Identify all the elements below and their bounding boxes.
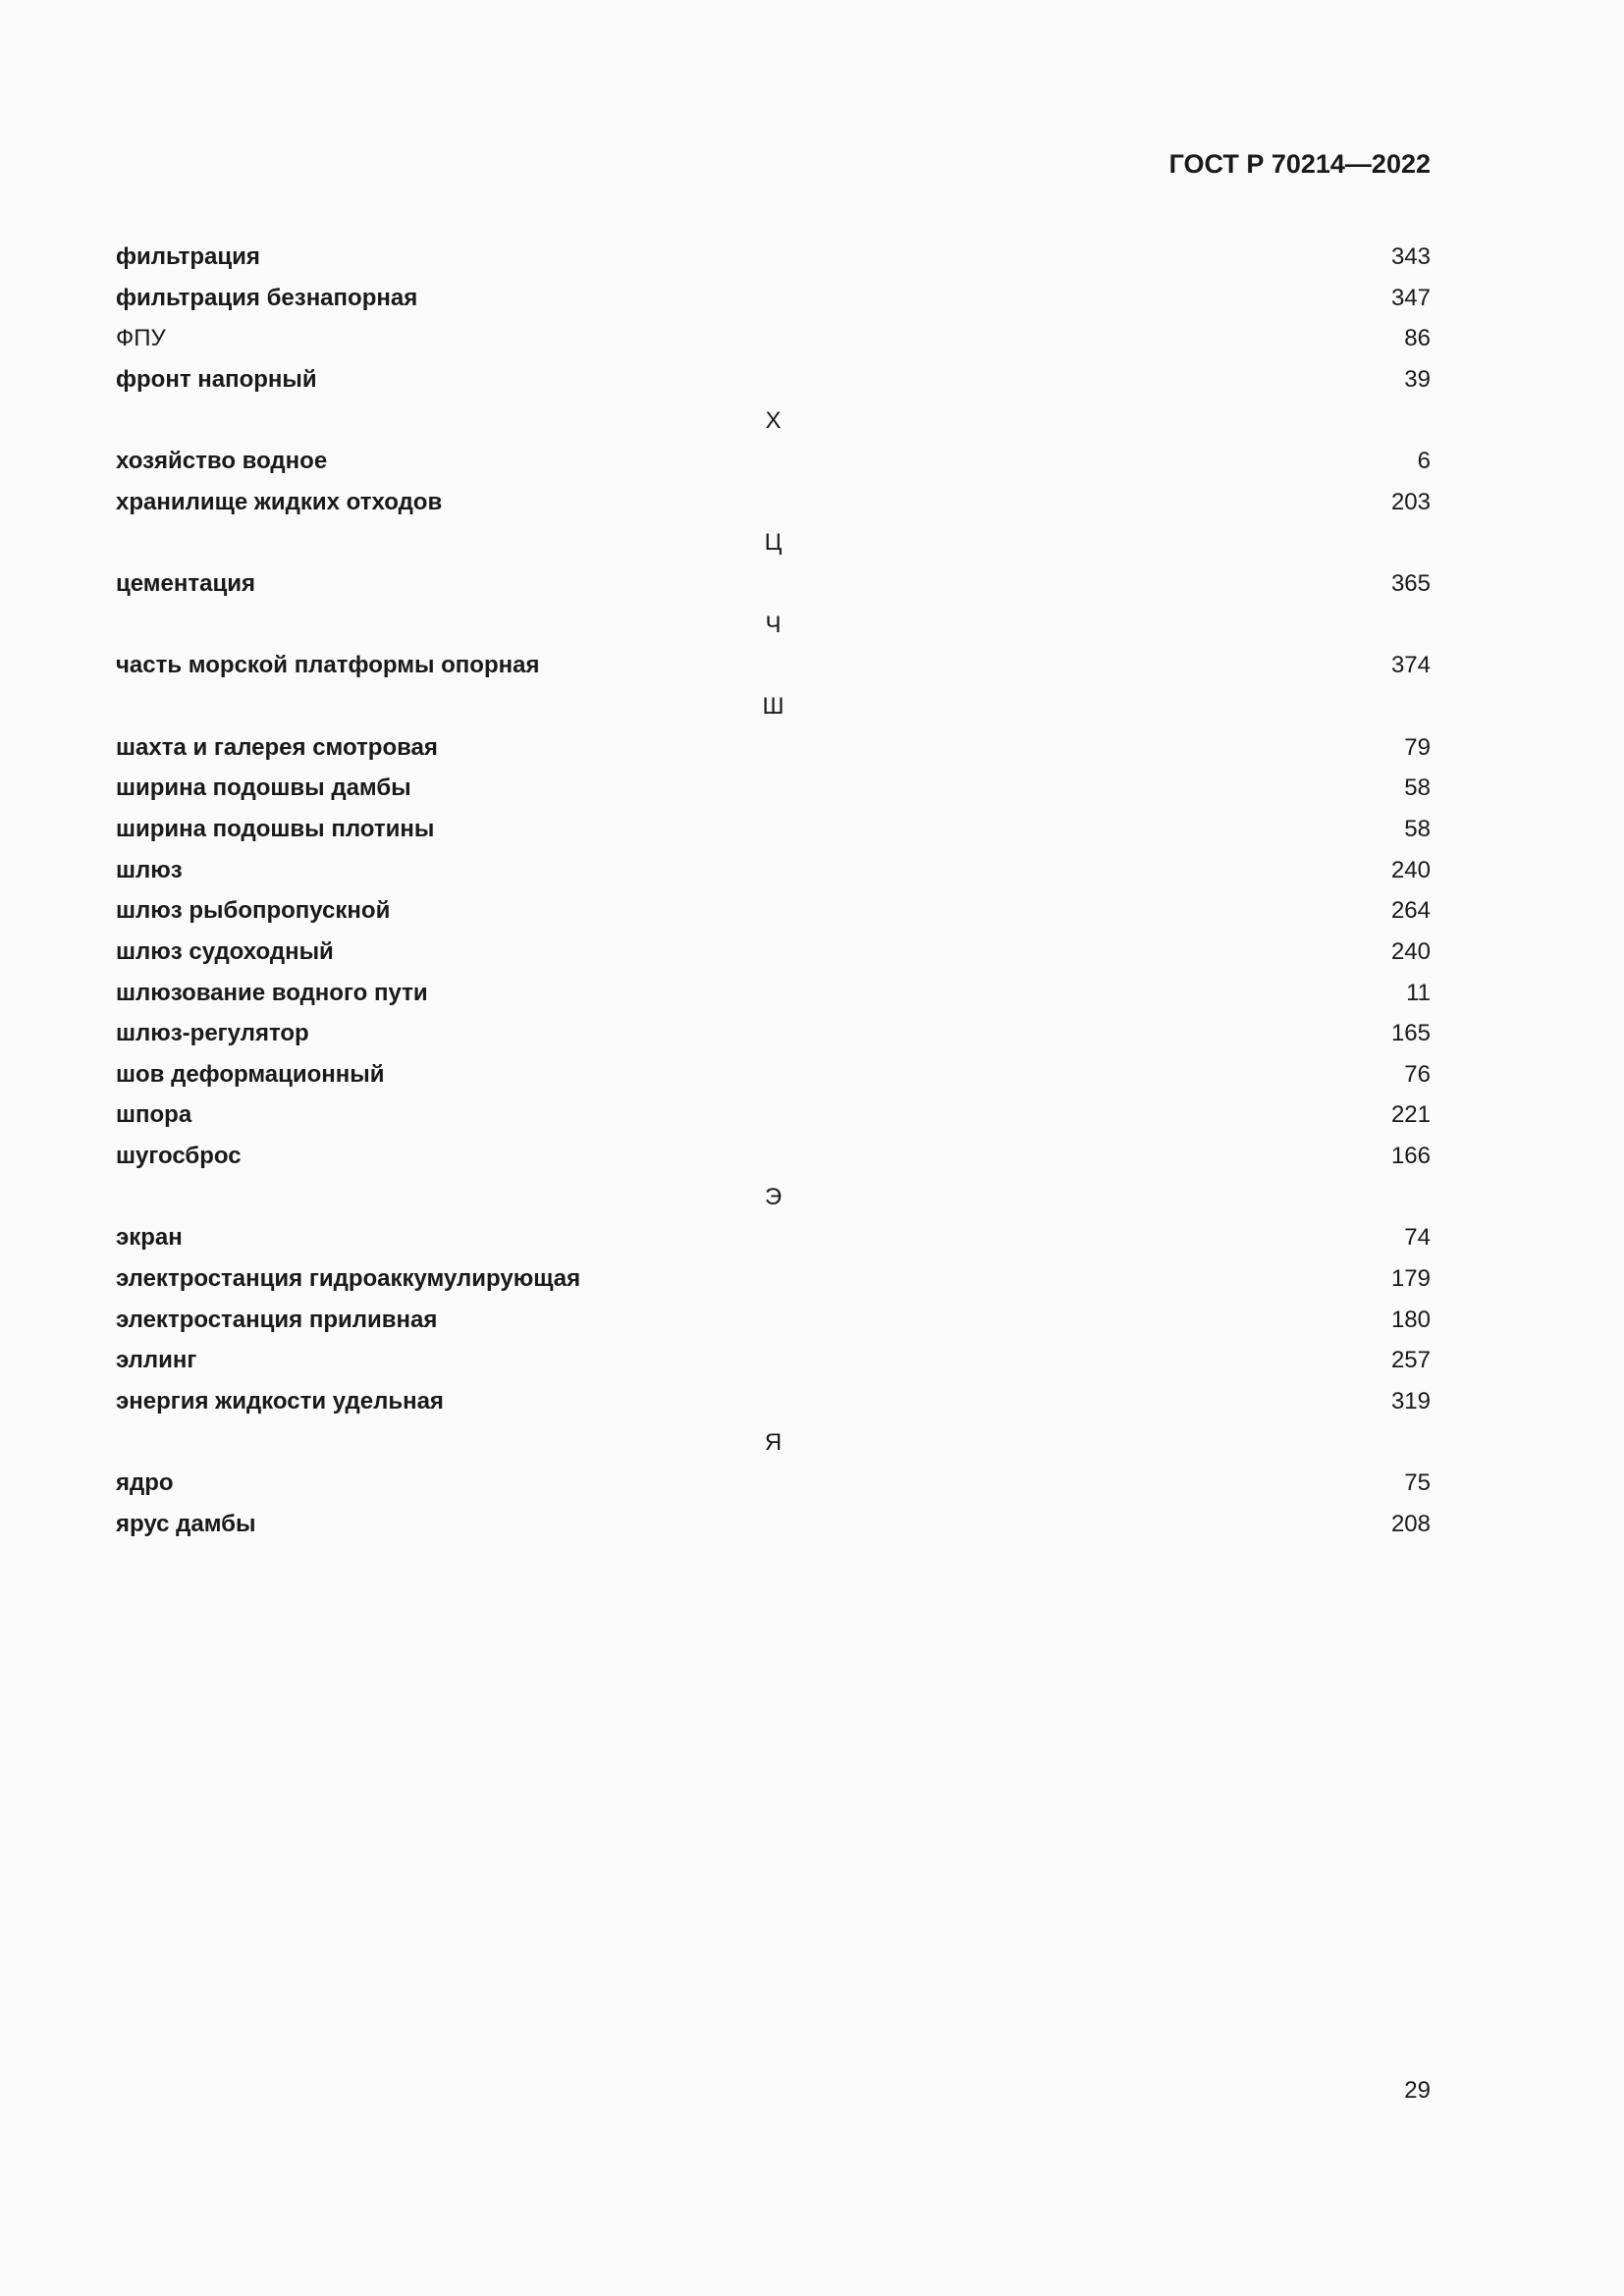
index-entry	[116, 281, 1431, 322]
section-letter	[116, 525, 1431, 561]
index-term: эллинг	[116, 1347, 197, 1374]
index-term: электростанция гидроаккумулирующая	[116, 1265, 581, 1293]
index-entry	[116, 812, 1431, 853]
index-page-ref: 6	[1417, 448, 1431, 475]
index-term: фильтрация	[116, 243, 260, 270]
section-letter	[116, 608, 1431, 643]
index-page-ref: 179	[1390, 1265, 1431, 1293]
index-page-ref: 75	[1404, 1469, 1431, 1497]
index-term: цементация	[116, 570, 255, 598]
document-code-header: ГОСТ Р 70214—2022	[1168, 149, 1431, 179]
index-page-ref: 264	[1390, 897, 1431, 925]
section-letter-text: Х	[765, 406, 782, 434]
index-entry	[116, 1343, 1431, 1384]
index-page-ref: 240	[1390, 937, 1431, 965]
section-letter-text: Э	[764, 1183, 783, 1210]
index-page-ref: 86	[1404, 325, 1431, 352]
section-letter	[116, 1180, 1431, 1215]
alphabetical-index	[116, 240, 1431, 1548]
section-letter-text: Я	[764, 1428, 783, 1456]
index-term: энергия жидкости удельная	[116, 1387, 444, 1415]
index-term: ярус дамбы	[116, 1510, 256, 1537]
index-term: ядро	[116, 1469, 174, 1497]
index-letter-heading	[116, 1180, 1431, 1221]
index-page-ref: 180	[1390, 1306, 1431, 1333]
index-term: ширина подошвы плотины	[116, 815, 435, 842]
index-term: шлюз рыбопропускной	[116, 897, 391, 925]
index-entry	[116, 362, 1431, 403]
index-page-ref: 203	[1390, 488, 1431, 515]
index-page-ref: 79	[1404, 733, 1431, 761]
index-entry	[116, 240, 1431, 281]
index-page-ref: 165	[1390, 1020, 1431, 1047]
index-page-ref: 208	[1390, 1510, 1431, 1537]
index-entry	[116, 1384, 1431, 1425]
index-page-ref: 166	[1390, 1143, 1431, 1170]
index-term: фильтрация безнапорная	[116, 284, 418, 311]
index-entry	[116, 1466, 1431, 1507]
index-entry	[116, 1097, 1431, 1139]
index-letter-heading	[116, 689, 1431, 730]
index-entry	[116, 1220, 1431, 1261]
index-entry	[116, 853, 1431, 894]
index-term: шахта и галерея смотровая	[116, 733, 438, 761]
index-entry	[116, 1507, 1431, 1548]
section-letter-text: Ч	[765, 611, 782, 638]
index-page-ref: 11	[1406, 979, 1431, 1006]
index-page-ref: 221	[1390, 1101, 1431, 1129]
index-entry	[116, 1016, 1431, 1057]
index-page-ref: 74	[1404, 1224, 1431, 1252]
index-entry	[116, 321, 1431, 362]
index-entry	[116, 1303, 1431, 1344]
index-page-ref: 365	[1390, 570, 1431, 598]
section-letter	[116, 689, 1431, 724]
index-page-ref: 343	[1390, 243, 1431, 270]
index-page-ref: 347	[1390, 284, 1431, 311]
index-term: хозяйство водное	[116, 448, 328, 475]
page-number: 29	[1404, 2077, 1431, 2104]
index-entry	[116, 934, 1431, 976]
index-term: шлюз	[116, 856, 183, 883]
index-page-ref: 240	[1390, 856, 1431, 883]
index-entry	[116, 648, 1431, 689]
index-page-ref: 374	[1390, 652, 1431, 679]
index-letter-heading	[116, 525, 1431, 566]
index-entry	[116, 1261, 1431, 1303]
index-term: фронт напорный	[116, 365, 317, 393]
index-entry	[116, 976, 1431, 1017]
index-term: шов деформационный	[116, 1060, 385, 1088]
index-entry	[116, 1057, 1431, 1098]
index-page-ref: 58	[1404, 815, 1431, 842]
index-term: хранилище жидких отходов	[116, 488, 443, 515]
index-entry	[116, 730, 1431, 772]
index-entry	[116, 771, 1431, 812]
index-entry	[116, 444, 1431, 485]
index-page-ref: 76	[1404, 1060, 1431, 1088]
index-term: шпора	[116, 1101, 192, 1129]
index-page-ref: 257	[1390, 1347, 1431, 1374]
index-term: ФПУ	[116, 325, 166, 352]
index-entry	[116, 893, 1431, 934]
index-term: экран	[116, 1224, 183, 1252]
section-letter-text: Ш	[762, 693, 785, 721]
index-entry	[116, 566, 1431, 608]
index-term: шлюзование водного пути	[116, 979, 428, 1006]
index-letter-heading	[116, 608, 1431, 649]
index-term: шлюз-регулятор	[116, 1020, 309, 1047]
section-letter	[116, 403, 1431, 439]
index-page-ref: 319	[1390, 1387, 1431, 1415]
index-term: ширина подошвы дамбы	[116, 774, 411, 802]
section-letter-text: Ц	[764, 529, 783, 557]
index-entry	[116, 485, 1431, 526]
section-letter	[116, 1425, 1431, 1461]
index-entry	[116, 1139, 1431, 1180]
index-term: электростанция приливная	[116, 1306, 438, 1333]
index-term: шугосброс	[116, 1143, 242, 1170]
index-letter-heading	[116, 1425, 1431, 1467]
index-term: шлюз судоходный	[116, 937, 334, 965]
index-letter-heading	[116, 403, 1431, 445]
index-page-ref: 39	[1404, 365, 1431, 393]
index-page-ref: 58	[1404, 774, 1431, 802]
index-term: часть морской платформы опорная	[116, 652, 540, 679]
